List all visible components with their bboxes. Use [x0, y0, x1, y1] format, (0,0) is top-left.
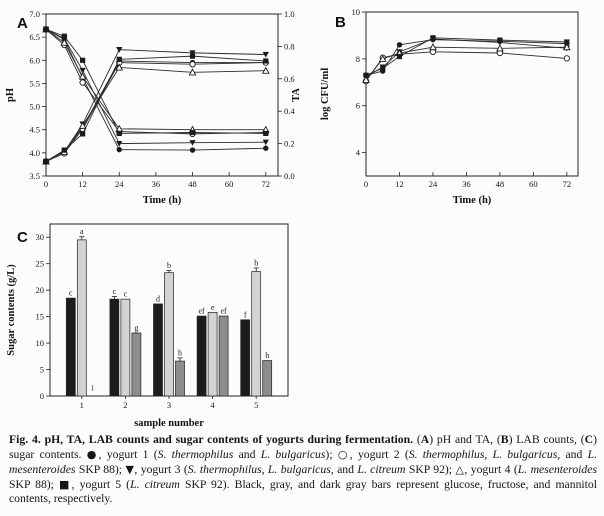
glucose-bar	[154, 304, 163, 396]
x-tick-label: 60	[529, 179, 538, 189]
glucose-bar	[66, 298, 75, 396]
filled-square-marker	[263, 131, 268, 136]
y-tick-label: 5.5	[29, 78, 40, 89]
caption-text: ) LAB counts, (	[508, 433, 585, 446]
series-yogurt-1-ta	[43, 58, 268, 164]
y2-tick-label: 0.0	[284, 171, 295, 181]
glucose-bar	[110, 299, 119, 396]
filled-square-marker	[117, 131, 122, 136]
series-line	[46, 29, 266, 134]
filled-square-marker	[363, 73, 368, 78]
significance-letter: c	[69, 288, 73, 298]
series-line	[46, 50, 266, 162]
y2-tick-label: 0.4	[284, 106, 295, 117]
y-axis-label: log CFU/ml	[320, 67, 331, 121]
x-tick-label: 3	[166, 400, 172, 410]
caption-text: );	[325, 447, 338, 461]
legend-symbol: ▼	[125, 462, 135, 476]
filled-square-marker	[564, 39, 569, 44]
caption-text: L. citreum	[357, 462, 406, 476]
panel-c-sugar-contents-chart	[0, 210, 302, 432]
series-line	[366, 52, 567, 81]
caption-text: and	[333, 462, 358, 476]
caption-text: SKP 92);	[405, 462, 456, 476]
y-tick-label: 25	[35, 258, 44, 269]
filled-square-marker	[62, 34, 67, 39]
caption-text: L. citreum	[130, 477, 180, 491]
series-yogurt-2-ph	[43, 27, 268, 137]
panel-a-ph-ta-chart	[0, 0, 312, 210]
significance-letter: a	[80, 227, 84, 237]
y-tick-label: 15	[35, 311, 44, 322]
fructose-bar	[208, 312, 217, 396]
filled-square-marker	[380, 66, 385, 71]
significance-letter: g	[134, 323, 139, 333]
y2-axis-label: TA	[291, 88, 302, 102]
caption-text: , yogurt 5 (	[71, 477, 131, 491]
x-tick-label: 36	[462, 179, 471, 189]
glucose-bar	[197, 316, 206, 396]
legend-symbol: ●	[86, 447, 99, 461]
x-tick-label: 4	[210, 400, 215, 410]
y2-tick-label: 1.0	[284, 9, 295, 19]
caption-text: A	[420, 433, 430, 446]
caption-text: C	[584, 433, 594, 446]
series-line	[46, 61, 266, 161]
y2-tick-label: 0.8	[284, 41, 295, 52]
series-yogurt-2	[363, 49, 569, 84]
filled-square-marker	[263, 58, 268, 63]
mannitol-bar	[219, 316, 228, 396]
caption-text: and	[560, 447, 588, 461]
caption-text: L. mesenteroides	[517, 462, 598, 476]
panel-letter: B	[335, 14, 346, 31]
fructose-bar	[165, 273, 174, 396]
y-tick-label: 5	[39, 364, 44, 375]
x-axis-label: Time (h)	[142, 195, 182, 206]
y-tick-label: 5.0	[29, 101, 40, 112]
y-tick-label: 6.0	[29, 55, 40, 66]
filled-square-marker	[430, 35, 435, 40]
filled-square-marker	[43, 159, 48, 164]
filled-circle-marker	[117, 147, 122, 152]
significance-letter: i	[91, 383, 94, 393]
x-tick-label: 48	[188, 179, 197, 189]
x-tick-label: 0	[363, 179, 369, 189]
series-yogurt-1	[363, 37, 569, 78]
mannitol-bar	[263, 361, 272, 396]
x-tick-label: 5	[254, 400, 259, 410]
y-tick-label: 3.5	[29, 171, 40, 181]
x-tick-label: 2	[123, 400, 128, 410]
open-circle-marker	[80, 80, 85, 85]
x-tick-label: 24	[428, 179, 438, 189]
series-line	[366, 38, 567, 75]
x-tick-label: 36	[151, 179, 161, 189]
caption-text: and	[233, 447, 261, 461]
series-line	[366, 39, 567, 76]
mannitol-bar	[132, 333, 141, 396]
x-tick-label: 48	[495, 179, 505, 189]
caption-text: S. thermophilus, L. bulgaricus,	[187, 462, 334, 476]
filled-square-marker	[80, 58, 85, 63]
fructose-bar	[121, 299, 130, 396]
significance-letter: f	[243, 310, 247, 320]
open-circle-marker	[190, 62, 195, 67]
y-tick-label: 7.0	[29, 9, 40, 19]
caption-text: SKP 88);	[75, 462, 126, 476]
y-tick-label: 20	[35, 285, 44, 296]
y-tick-label: 6.5	[29, 32, 40, 43]
y-tick-label: 4.0	[29, 147, 40, 158]
series-line	[366, 40, 567, 76]
legend-symbol: ■	[59, 477, 72, 491]
filled-square-marker	[43, 27, 48, 32]
mannitol-bar	[176, 361, 185, 396]
y-tick-label: 10	[35, 338, 44, 349]
caption-text: S. thermophilus, L. bulgaricus,	[408, 447, 561, 461]
significance-letter: h	[178, 348, 182, 358]
caption-text: , yogurt 3 (	[134, 462, 188, 476]
y-tick-label: 30	[35, 232, 44, 243]
y2-tick-label: 0.6	[284, 73, 295, 84]
series-line	[46, 29, 266, 143]
filled-square-marker	[117, 57, 122, 62]
significance-letter: b	[254, 258, 259, 268]
x-tick-label: 60	[224, 179, 234, 189]
y-tick-label: 4	[355, 147, 360, 158]
panel-b-lab-counts-chart	[302, 0, 604, 210]
filled-square-marker	[397, 54, 402, 59]
filled-circle-marker	[190, 147, 195, 152]
y-tick-label: 6	[355, 100, 360, 111]
series-line	[46, 56, 266, 161]
caption-text: L. bulgaricus	[260, 447, 326, 461]
legend-symbol: △	[455, 462, 465, 476]
significance-letter: h	[265, 351, 270, 361]
figure-caption	[9, 433, 597, 507]
significance-letter: e	[210, 302, 215, 312]
series-yogurt-5-ph	[43, 27, 268, 136]
x-axis-label: sample number	[134, 418, 204, 429]
fructose-bar	[252, 272, 261, 396]
caption-text: SKP 88);	[9, 477, 60, 491]
panel-letter: C	[17, 229, 28, 246]
series-yogurt-2-ta	[43, 60, 268, 164]
legend-symbol: ○	[337, 447, 350, 461]
x-tick-label: 24	[115, 179, 124, 189]
x-tick-label: 72	[562, 179, 572, 189]
y-axis-label: Sugar contents (g/L)	[6, 264, 17, 356]
y-axis-label: pH	[5, 87, 16, 103]
y2-tick-label: 0.2	[284, 138, 295, 149]
caption-text: ) pH and TA, (	[429, 433, 501, 446]
series-yogurt-4	[363, 44, 570, 82]
fructose-bar	[77, 240, 86, 396]
significance-letter: c	[112, 287, 117, 297]
x-axis-label: Time (h)	[452, 195, 492, 206]
x-tick-label: 72	[261, 179, 271, 189]
caption-text: , yogurt 4 (	[464, 462, 518, 476]
significance-letter: c	[123, 289, 128, 299]
filled-square-marker	[80, 131, 85, 136]
significance-letter: ef	[220, 306, 227, 316]
series-line	[46, 67, 266, 161]
filled-square-marker	[190, 130, 195, 135]
significance-letter: b	[167, 261, 171, 271]
filled-circle-marker	[263, 146, 268, 151]
x-tick-label: 1	[79, 400, 84, 410]
y-tick-label: 10	[351, 7, 360, 17]
y-tick-label: 0	[39, 391, 44, 401]
series-yogurt-4-ph	[43, 26, 269, 132]
caption-text: SKP 92). Black, gray, and dark gray bars represent glucose, fructose, and mannitol contents, respectively.	[9, 477, 598, 506]
x-tick-label: 0	[43, 179, 49, 189]
series-line	[46, 63, 266, 162]
caption-text: S. thermophilus	[157, 447, 234, 461]
panel-letter: A	[17, 15, 28, 32]
caption-text: , yogurt 2 (	[349, 447, 409, 461]
filled-square-marker	[62, 147, 67, 152]
caption-text: , yogurt 1 (	[98, 447, 158, 461]
open-circle-marker	[564, 56, 569, 61]
filled-square-marker	[497, 38, 502, 43]
plot-frame	[46, 14, 278, 176]
x-tick-label: 12	[395, 179, 404, 189]
caption-text: ) sugar contents.	[9, 433, 598, 461]
glucose-bar	[241, 320, 250, 396]
caption-text: L. mesenteroides	[9, 447, 598, 476]
series-line	[46, 29, 266, 133]
significance-letter: ef	[198, 306, 205, 316]
y-tick-label: 8	[355, 53, 360, 64]
y-tick-label: 4.5	[29, 124, 40, 135]
caption-text: B	[500, 433, 509, 446]
caption-text: Fig. 4. pH, TA, LAB counts and sugar contents of yogurts during fermentation.	[9, 433, 417, 446]
filled-square-marker	[190, 54, 195, 59]
caption-text: (	[416, 433, 421, 446]
bar-series-fructose	[77, 227, 260, 396]
filled-circle-marker	[397, 42, 402, 47]
series-yogurt-3-ph	[43, 27, 269, 147]
significance-letter: d	[156, 294, 160, 304]
x-tick-label: 12	[78, 179, 87, 189]
plot-frame	[366, 12, 578, 176]
